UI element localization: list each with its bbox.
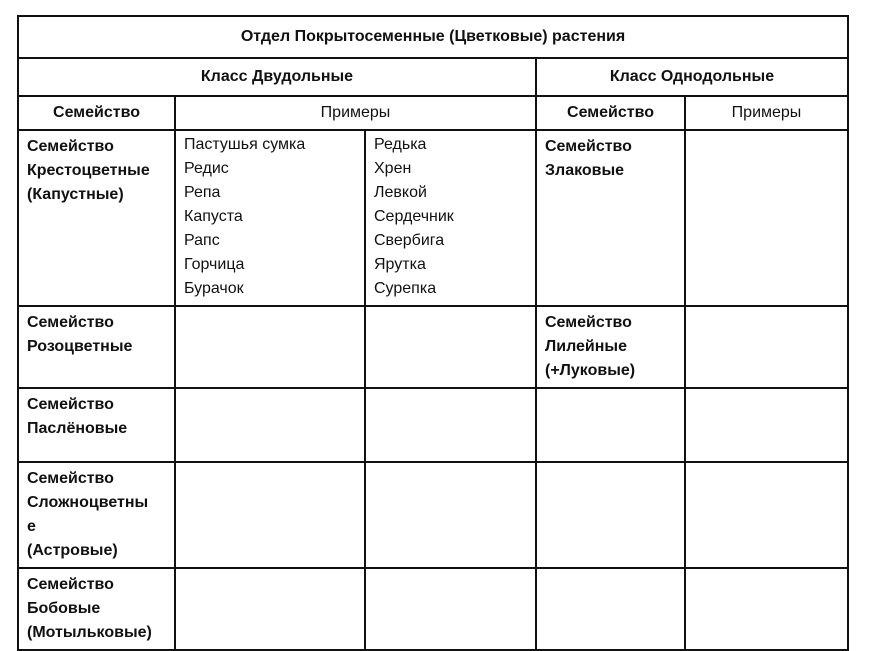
family-name-line: Сложноцветны [27, 494, 149, 511]
examples-cell-rosaceae-col2 [365, 306, 536, 388]
family-name-line: Семейство [27, 576, 114, 593]
table-row [18, 130, 848, 306]
dicots-examples-header: Примеры [175, 96, 536, 130]
dicots-class-title: Класс Двудольные [18, 58, 536, 96]
family-cell-grasses [536, 130, 685, 306]
examples-cell-fabaceae-col2 [365, 568, 536, 650]
family-name-line: Семейство [27, 470, 114, 487]
example-plant: Свербига [374, 232, 445, 249]
family-name-line: Розоцветные [27, 338, 133, 355]
example-plant: Сурепка [374, 280, 437, 297]
examples-cell-fabaceae-col1 [175, 568, 365, 650]
table-row [18, 306, 848, 388]
table-row [18, 388, 848, 462]
examples-cell-solanaceae-col2 [365, 388, 536, 462]
family-cell-asteraceae [18, 462, 175, 568]
example-plant: Горчица [184, 256, 245, 273]
family-name-line: (Мотыльковые) [27, 624, 152, 641]
empty-monocot-examples-cell [685, 462, 848, 568]
family-name-line: Семейство [545, 314, 632, 331]
table-row [18, 462, 848, 568]
example-plant: Сердечник [374, 208, 454, 225]
examples-cell-solanaceae-col1 [175, 388, 365, 462]
family-name-line: Семейство [27, 396, 114, 413]
examples-cell-liliaceae [685, 306, 848, 388]
family-name-line: Злаковые [545, 162, 625, 179]
empty-monocot-family-cell [536, 568, 685, 650]
dicots-family-header: Семейство [18, 96, 175, 130]
monocots-examples-header: Примеры [685, 96, 848, 130]
family-name-line: Семейство [27, 138, 114, 155]
empty-monocot-family-cell [536, 462, 685, 568]
monocots-family-header: Семейство [536, 96, 685, 130]
example-plant: Репа [184, 184, 221, 201]
empty-monocot-family-cell [536, 388, 685, 462]
examples-cell-asteraceae-col2 [365, 462, 536, 568]
family-name-line: Лилейные [545, 338, 627, 355]
family-cell-cruciferous [18, 130, 175, 306]
family-name-line: (Капустные) [27, 186, 124, 203]
empty-monocot-examples-cell [685, 568, 848, 650]
example-plant: Пастушья сумка [184, 136, 306, 153]
empty-monocot-examples-cell [685, 388, 848, 462]
example-plant: Ярутка [374, 256, 426, 273]
example-plant: Капуста [184, 208, 243, 225]
example-plant: Рапс [184, 232, 220, 249]
family-name-line: Крестоцветные [27, 162, 150, 179]
family-name-line: е [27, 518, 36, 535]
example-plant: Бурачок [184, 280, 244, 297]
examples-cell-asteraceae-col1 [175, 462, 365, 568]
family-name-line: Семейство [545, 138, 632, 155]
family-cell-fabaceae [18, 568, 175, 650]
division-title: Отдел Покрытосеменные (Цветковые) растения [18, 16, 848, 58]
examples-cell-cruciferous-col1 [175, 130, 365, 306]
family-name-line: Бобовые [27, 600, 101, 617]
family-name-line: Семейство [27, 314, 114, 331]
examples-cell-grasses [685, 130, 848, 306]
example-plant: Хрен [374, 160, 412, 177]
examples-cell-rosaceae-col1 [175, 306, 365, 388]
example-plant: Редька [374, 136, 427, 153]
plants-classification-table [17, 15, 849, 651]
example-plant: Редис [184, 160, 229, 177]
examples-cell-cruciferous-col2 [365, 130, 536, 306]
family-cell-rosaceae [18, 306, 175, 388]
monocots-class-title: Класс Однодольные [536, 58, 848, 96]
example-plant: Левкой [374, 184, 427, 201]
table-row [18, 568, 848, 650]
family-name-line: (+Луковые) [545, 362, 636, 379]
family-cell-liliaceae [536, 306, 685, 388]
family-name-line: Паслёновые [27, 420, 128, 437]
family-name-line: (Астровые) [27, 542, 118, 559]
family-cell-solanaceae [18, 388, 175, 462]
